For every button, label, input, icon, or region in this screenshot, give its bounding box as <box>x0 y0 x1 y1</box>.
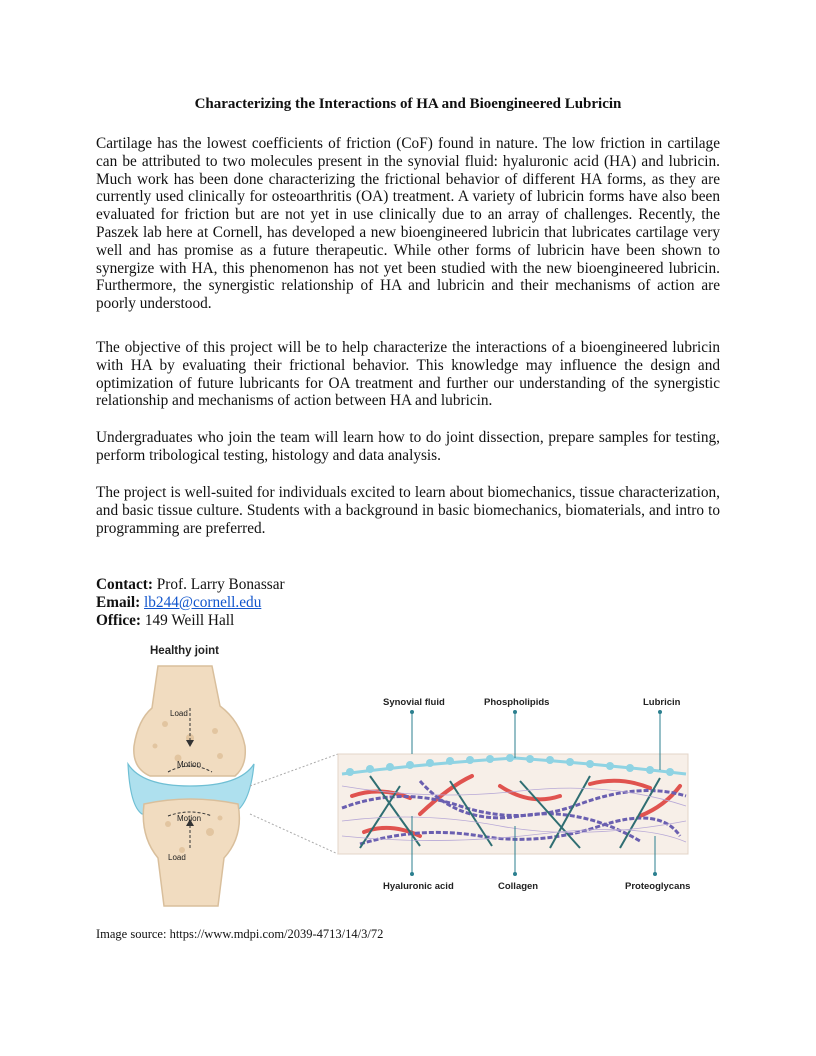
healthy-joint-figure <box>120 636 700 916</box>
office-label: Office: <box>96 611 142 629</box>
motion-top-label: Motion <box>177 760 202 769</box>
synovial-fluid-label: Synovial fluid <box>383 697 445 708</box>
image-source-caption: Image source: https://www.mdpi.com/2039-4713/14/3/72 <box>96 927 384 941</box>
page-title: Characterizing the Interactions of HA and Bioengineered Lubricin <box>194 96 622 112</box>
contact-block <box>96 576 285 629</box>
collagen-label: Collagen <box>498 881 539 892</box>
proteoglycans-label: Proteoglycans <box>625 881 691 892</box>
office-line <box>96 612 285 630</box>
email-label: Email: <box>96 593 141 611</box>
lubrication-detail <box>338 754 688 854</box>
contact-name: Prof. Larry Bonassar <box>156 576 285 593</box>
contact-line <box>96 576 285 594</box>
figure-heading: Healthy joint <box>150 645 220 657</box>
lubricin-label: Lubricin <box>643 697 681 708</box>
load-bottom-label: Load <box>168 853 186 862</box>
paragraph-undergraduates: Undergraduates who join the team will learn how to do joint dissection, prepare samples for testing, perform tribological testing, histology and data analysis. <box>96 429 720 464</box>
contact-label: Contact: <box>96 576 153 593</box>
paragraph-suitability: The project is well-suited for individuals excited to learn about biomechanics, tissue characterization, and basic tissue culture. Students with a background in basic biomechanics, biomaterials, and intro to programming are preferred. <box>96 484 720 537</box>
hyaluronic-acid-label: Hyaluronic acid <box>383 881 454 892</box>
email-link[interactable]: lb244@cornell.edu <box>144 593 262 611</box>
paragraph-objective: The objective of this project will be to help characterize the interactions of a bioengineered lubricin with HA by evaluating their frictional behavior. This knowledge may influence the design and optimization of future lubricants for OA treatment and further our understanding of the synergistic relationship and mechanisms of action between HA and lubricin. <box>96 339 720 410</box>
paragraph-background: Cartilage has the lowest coefficients of friction (CoF) found in nature. The low friction in cartilage can be attributed to two molecules present in the synovial fluid: hyaluronic acid (HA) and lubricin. Much work has been done characterizing the frictional behavior of different HA forms, as they are currently used clinically for osteoarthritis (OA) treatment. A variety of lubricin forms have also been evaluated for friction but are not yet in use clinically due to an array of challenges. Recently, the Paszek lab here at Cornell, has developed a new bioengineered lubricin that lubricates cartilage very well and has promise as a future therapeutic. While other forms of lubricin have been shown to synergize with HA, this phenomenon has not yet been studied with the new bioengineered lubricin. Furthermore, the synergistic relationship of HA and lubricin and their mechanisms of action are poorly understood. <box>96 135 720 313</box>
office-value: 149 Weill Hall <box>144 611 235 629</box>
motion-bottom-label: Motion <box>177 814 202 823</box>
phospholipids-label: Phospholipids <box>484 697 550 708</box>
email-line <box>96 594 285 612</box>
load-top-label: Load <box>170 709 188 718</box>
